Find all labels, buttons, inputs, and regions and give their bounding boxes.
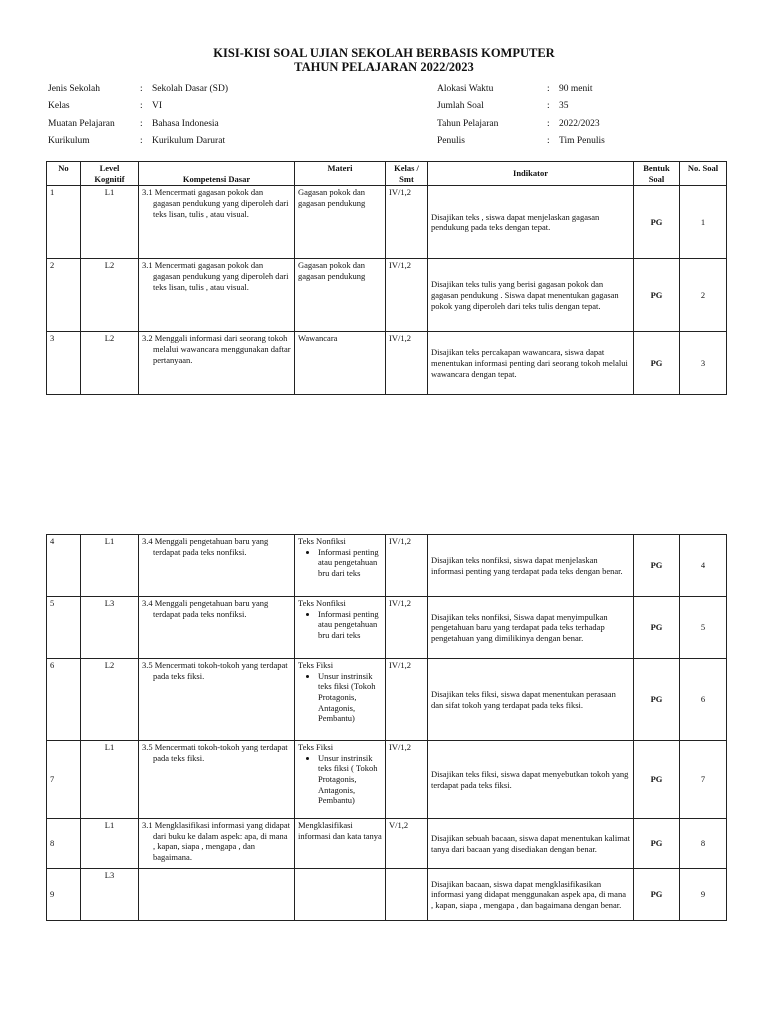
cell-nosoal: 2: [680, 259, 727, 332]
info-row: [48, 115, 228, 133]
cell-level: L1: [81, 819, 139, 869]
cell-level: L1: [81, 741, 139, 819]
info-right: [437, 80, 605, 150]
cell-kelas: IV/1,2: [386, 259, 428, 332]
table-row: [47, 869, 727, 921]
info-row: [48, 80, 228, 98]
cell-indikator: Disajikan teks tulis yang berisi gagasan pokok dan gagasan pendukung . Siswa dapat menentukan gagasan pokok yang diperoleh dari teks tulis dengan tepat.: [428, 259, 634, 332]
info-row: [437, 133, 605, 151]
cell-indikator: Disajikan teks fiksi, siswa dapat menyebutkan tokoh yang terdapat pada teks fiksi.: [428, 741, 634, 819]
document-title: KISI-KISI SOAL UJIAN SEKOLAH BERBASIS KOMPUTER: [213, 46, 555, 60]
cell-bentuk: PG: [634, 741, 680, 819]
cell-kd: 3.4 Menggali pengetahuan baru yang terdapat pada teks nonfiksi.: [139, 535, 295, 597]
info-key: Kelas: [48, 101, 70, 112]
cell-indikator: Disajikan teks percakapan wawancara, siswa dapat menentukan informasi penting dari seorang tokoh melalui wawancara dengan tepat.: [428, 332, 634, 395]
cell-indikator: Disajikan teks nonfiksi, Siswa dapat menyimpulkan pengetahuan baru yang terdapat pada teks terhadap pengetahuan yang dimilikinya dengan benar.: [428, 597, 634, 659]
info-colon: :: [140, 101, 143, 112]
cell-kelas: IV/1,2: [386, 332, 428, 395]
cell-bentuk: PG: [634, 659, 680, 741]
cell-kelas: V/1,2: [386, 819, 428, 869]
table-row: [47, 741, 727, 819]
cell-no: 8: [47, 819, 81, 869]
materi-bullet: • Informasi penting atau pengetahuan bru dari teks: [318, 547, 382, 579]
info-key: Tahun Pelajaran: [437, 118, 499, 129]
info-value: VI: [152, 101, 163, 112]
header-no: No: [47, 162, 81, 186]
cell-level: L1: [81, 186, 139, 259]
cell-materi: [295, 535, 386, 597]
header-row: [47, 162, 727, 186]
info-key: Kurikulum: [48, 136, 90, 147]
info-colon: :: [140, 136, 143, 147]
cell-materi: [295, 659, 386, 741]
cell-kd: 3.5 Mencermati tokoh-tokoh yang terdapat pada teks fiksi.: [139, 659, 295, 741]
cell-nosoal: 3: [680, 332, 727, 395]
cell-bentuk: PG: [634, 597, 680, 659]
table-row: [47, 332, 727, 395]
cell-bentuk: PG: [634, 869, 680, 921]
cell-kd: [139, 869, 295, 921]
info-value: Kurikulum Darurat: [152, 136, 226, 147]
info-colon: :: [547, 101, 550, 112]
cell-no: 5: [47, 597, 81, 659]
cell-level: L1: [81, 535, 139, 597]
cell-no: 6: [47, 659, 81, 741]
info-value: Bahasa Indonesia: [152, 118, 219, 129]
cell-nosoal: 8: [680, 819, 727, 869]
cell-kelas: IV/1,2: [386, 186, 428, 259]
cell-indikator: Disajikan teks nonfiksi, siswa dapat menjelaskan informasi penting yang terdapat pada teks dengan benar.: [428, 535, 634, 597]
materi-bullet: • Unsur instrinsik teks fiksi (Tokoh Protagonis, Antagonis, Pembantu): [318, 671, 382, 724]
table-row: [47, 659, 727, 741]
info-key: Alokasi Waktu: [437, 83, 494, 94]
cell-bentuk: PG: [634, 186, 680, 259]
cell-level: L3: [81, 869, 139, 921]
info-value: 2022/2023: [559, 118, 600, 129]
cell-nosoal: 1: [680, 186, 727, 259]
cell-no: 7: [47, 741, 81, 819]
kisi-kisi-table-page-2: [46, 534, 727, 921]
materi-bullet: • Unsur instrinsik teks fiksi ( Tokoh Protagonis, Antagonis, Pembantu): [318, 753, 382, 806]
cell-no: 2: [47, 259, 81, 332]
header-level: Level Kognitif: [81, 162, 139, 186]
header-bentuk: Bentuk Soal: [634, 162, 680, 186]
header-kd: Kompetensi Dasar: [139, 162, 295, 186]
materi-list: [298, 609, 382, 641]
table-row: [47, 259, 727, 332]
cell-kd: 3.2 Menggali informasi dari seorang tokoh melalui wawancara menggunakan daftar pertanyaan.: [139, 332, 295, 395]
cell-indikator: Disajikan bacaan, siswa dapat mengklasifikasikan informasi yang didapat menggunakan aspek apa, di mana , kapan, siapa , mengapa , dan bagaimana dengan benar.: [428, 869, 634, 921]
cell-no: 1: [47, 186, 81, 259]
cell-bentuk: PG: [634, 259, 680, 332]
info-left: [48, 80, 228, 150]
info-value: 35: [559, 101, 569, 112]
info-key: Penulis: [437, 136, 465, 147]
table-row: [47, 535, 727, 597]
materi-list: [298, 753, 382, 806]
cell-kd: 3.4 Menggali pengetahuan baru yang terdapat pada teks nonfiksi.: [139, 597, 295, 659]
kisi-kisi-table-page-1: [46, 161, 727, 395]
table-row: [47, 186, 727, 259]
header-materi: Materi: [295, 162, 386, 186]
info-colon: :: [547, 118, 550, 129]
info-value: Tim Penulis: [559, 136, 605, 147]
header-kelas: Kelas / Smt: [386, 162, 428, 186]
info-value: Sekolah Dasar (SD): [152, 83, 228, 94]
cell-level: L2: [81, 259, 139, 332]
cell-indikator: Disajikan teks fiksi, siswa dapat menentukan perasaan dan sifat tokoh yang terdapat pada teks fiksi.: [428, 659, 634, 741]
table-row: [47, 597, 727, 659]
materi-title: Teks Fiksi: [298, 742, 334, 752]
header-indikator: Indikator: [428, 162, 634, 186]
table-row: [47, 819, 727, 869]
cell-materi: Gagasan pokok dan gagasan pendukung: [295, 259, 386, 332]
cell-materi: [295, 869, 386, 921]
cell-bentuk: PG: [634, 819, 680, 869]
cell-kelas: IV/1,2: [386, 535, 428, 597]
document-subtitle: TAHUN PELAJARAN 2022/2023: [294, 60, 474, 74]
info-row: [437, 80, 605, 98]
cell-level: L3: [81, 597, 139, 659]
info-key: Jenis Sekolah: [48, 83, 100, 94]
cell-nosoal: 7: [680, 741, 727, 819]
cell-level: L2: [81, 332, 139, 395]
info-row: [48, 98, 228, 116]
info-row: [48, 133, 228, 151]
cell-no: 4: [47, 535, 81, 597]
cell-materi: [295, 597, 386, 659]
cell-nosoal: 6: [680, 659, 727, 741]
cell-materi: Mengklasifikasi informasi dan kata tanya: [295, 819, 386, 869]
materi-list: [298, 547, 382, 579]
cell-materi: Gagasan pokok dan gagasan pendukung: [295, 186, 386, 259]
info-key: Jumlah Soal: [437, 101, 484, 112]
cell-indikator: Disajikan teks , siswa dapat menjelaskan gagasan pendukung pada teks dengan tepat.: [428, 186, 634, 259]
cell-nosoal: 5: [680, 597, 727, 659]
cell-kelas: IV/1,2: [386, 741, 428, 819]
info-colon: :: [547, 136, 550, 147]
cell-nosoal: 9: [680, 869, 727, 921]
cell-no: 3: [47, 332, 81, 395]
materi-title: Teks Nonfiksi: [298, 536, 346, 546]
cell-kelas: IV/1,2: [386, 597, 428, 659]
cell-kelas: IV/1,2: [386, 659, 428, 741]
info-colon: :: [140, 83, 143, 94]
cell-kelas: [386, 869, 428, 921]
cell-materi: Wawancara: [295, 332, 386, 395]
cell-bentuk: PG: [634, 332, 680, 395]
info-key: Muatan Pelajaran: [48, 118, 115, 129]
header-nosoal: No. Soal: [680, 162, 727, 186]
cell-kd: 3.1 Mencermati gagasan pokok dan gagasan pendukung yang diperoleh dari teks lisan, tulis , atau visual.: [139, 186, 295, 259]
cell-no: 9: [47, 869, 81, 921]
cell-level: L2: [81, 659, 139, 741]
info-colon: :: [547, 83, 550, 94]
cell-indikator: Disajikan sebuah bacaan, siswa dapat menentukan kalimat tanya dari bacaan yang disediakan dengan benar.: [428, 819, 634, 869]
materi-list: [298, 671, 382, 724]
cell-nosoal: 4: [680, 535, 727, 597]
info-value: 90 menit: [559, 83, 593, 94]
cell-kd: 3.1 Mengklasifikasi informasi yang didapat dari buku ke dalam aspek: apa, di mana , kapan, siapa , mengapa , dan bagaimana.: [139, 819, 295, 869]
materi-title: Teks Nonfiksi: [298, 598, 346, 608]
info-colon: :: [140, 118, 143, 129]
cell-bentuk: PG: [634, 535, 680, 597]
materi-bullet: • Informasi penting atau pengetahuan bru dari teks: [318, 609, 382, 641]
cell-materi: [295, 741, 386, 819]
materi-title: Teks Fiksi: [298, 660, 334, 670]
cell-kd: 3.1 Mencermati gagasan pokok dan gagasan pendukung yang diperoleh dari teks lisan, tulis , atau visual.: [139, 259, 295, 332]
cell-kd: 3.5 Mencermati tokoh-tokoh yang terdapat pada teks fiksi.: [139, 741, 295, 819]
info-row: [437, 115, 605, 133]
info-row: [437, 98, 605, 116]
